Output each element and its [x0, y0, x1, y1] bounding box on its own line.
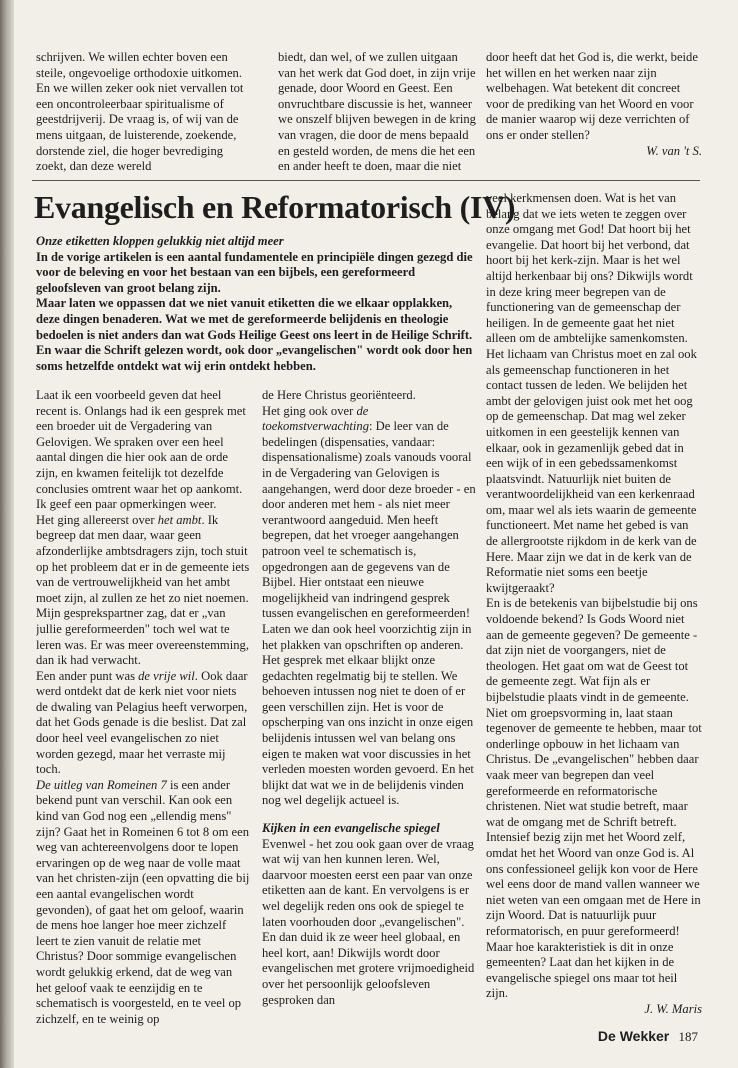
body-paragraph	[36, 513, 250, 607]
body-paragraph	[262, 404, 476, 622]
body-paragraph: En is de betekenis van bijbelstudie bij ons voldoende bekend? Is Gods Woord niet aan de gemeente gegeven? De gemeente - dat zijn niet de voorgangers, niet de theologen. Het gaat om wat de Geest tot de gemeente zegt. Wat fijn als er bijbelstudie plaats vindt in de gemeente. Niet om groepsvorming in, laat staan tegenover de gemeente te hebben, maar tot onderlinge opbouw in het lichaam van Christus. De „evangelischen" hebben daar vaak meer van begrepen dan veel gereformeerde en reformatorische christenen. Niet wat studie betreft, maar wat de omgang met de Schrift betreft. Intensief bezig zijn met het Woord zelf, omdat het het Woord van onze God is. Al ons confessioneel gelijk kon voor de Here wel eens door de mand vallen wanneer we niet weten van een omgaan met de Here in zijn Woord. Dat is natuurlijk puur reformatorisch, en puur gereformeerd! Maar hoe karakteristiek is dit in onze gemeenten? Laat dan het kijken in de evangelische spiegel ons maar tot heil zijn.	[486, 596, 702, 1001]
page-number: 187	[678, 1029, 698, 1044]
text-run: Het ging allereerst over	[36, 512, 158, 527]
top-column-2	[278, 50, 478, 175]
text-run: : De leer van de bedelingen (dispensaties, vandaar: dispensationalisme) zoals vanouds vooral in de Vergadering van Gelovigen is aangehangen, werd door deze broeder - en door anderen met hem - als niet meer verantwoord aangeduid. Men heeft begrepen, dat het vroeger aangehangen patroon veel te schematisch is, opgedrongen aan de gegevens van de Bijbel. Hier ontstaat een nieuwe mogelijkheid van indringend gesprek tussen evangelischen en gereformeerden!	[262, 419, 476, 621]
body-column-3	[486, 191, 702, 1017]
article-intro	[36, 234, 476, 374]
article-title: Evangelisch en Reformatorisch (IV)	[34, 189, 516, 225]
text-run: Een ander punt was	[36, 668, 139, 683]
top-column-1	[36, 50, 250, 175]
body-paragraph: veel kerkmensen doen. Wat is het van belang dat we iets weten te zeggen over onze omgang met God! Dat hoort bij het evangelie. Dat hoort bij het verbond, dat hoort bij het kerk-zijn. Maar is het wel altijd herkenbaar bij ons? Dikwijls wordt in deze kring meer begrepen van de functionering van de gemeenschap der heiligen. In de gemeente gaat het niet alleen om de ambtelijke samenkomsten. Het lichaam van Christus moet en zal ook als gemeenschap functioneren in het contact tussen de leden. We belijden het ambt der gelovigen juist ook met het oog op de gemeenschap. Dat mag wel zeker uitkomen in een geestelijk kennen van elkaar, ook in gezamenlijk gebed dat in een wijk of in een gebedssamenkomst plaatsvindt. Natuurlijk niet buiten de verantwoordelijkheid van een kerkenraad om, maar wel als iets waarin de gemeente functioneert. Met name het gebed is van de allergrootste rijkdom in de kerk van de Here. Maar zijn we dat in de kerk van de Reformatie niet soms een beetje kwijtgeraakt?	[486, 191, 697, 595]
top-column-2-text: biedt, dan wel, of we zullen uitgaan van het werk dat God doet, in zijn vrije genade, door Woord en Geest. Een onvruchtbare discussie is het, wanneer we onszelf blijven bewegen in de kring van vragen, die door de mens bepaald en gesteld worden, de mens die het een en ander heeft te doen, maar die niet	[278, 50, 476, 174]
body-paragraph	[36, 669, 250, 778]
body-column-2	[262, 388, 476, 1008]
emphasis-text: de vrije wil	[138, 668, 195, 683]
body-paragraph: Mijn gesprekspartner zag, dat er „van jullie gereformeerden" toch wel wat te leren was. Er was meer overeenstemming, dan ik had verwacht.	[36, 606, 249, 668]
article-signature: J. W. Maris	[644, 1001, 702, 1016]
body-column-1	[36, 388, 250, 1027]
article-subtitle: Onze etiketten kloppen gelukkig niet altijd meer	[36, 234, 284, 248]
emphasis-text: het ambt	[157, 512, 202, 527]
section-divider	[32, 180, 700, 181]
page-footer	[598, 1028, 698, 1045]
text-run: Het ging ook over	[262, 403, 357, 418]
top-signature: W. van 't S.	[646, 143, 702, 158]
top-column-3-text: door heeft dat het God is, die werkt, beide het willen en het werken naar zijn welbehagen. Wat betekent dit concreet voor de prediking van het Woord en voor de manier waarop wij deze verrichten of ons er onder stellen?	[486, 50, 698, 142]
emphasis-text: De uitleg van Romeinen 7	[36, 777, 167, 792]
body-paragraph: Laat ik een voorbeeld geven dat heel recent is. Onlangs had ik een gesprek met een broeder uit de Vergadering van Gelovigen. We spraken over een heel aantal dingen die hier ook aan de orde zijn, en kwamen feitelijk tot dezelfde conclusies omtrent waar het op aankomt. Ik geef een paar opmerkingen weer.	[36, 388, 246, 512]
top-column-3	[486, 50, 702, 159]
intro-paragraph-1: In de vorige artikelen is een aantal fundamentele en principiële dingen gezegd die voor de beleving en voor het bestaan van een bijbels, een gereformeerd geloofsleven van groot belang zijn.	[36, 249, 473, 295]
body-paragraph: Laten we dan ook heel voorzichtig zijn in het plakken van opschriften op anderen. Het gesprek met elkaar blijkt onze gedachten regelmatig bij te stellen. We behoeven intussen nog niet te doen of er geen verschillen zijn. Het is voor de opscherping van ons inzicht in onze eigen belijdenis intussen wel van belang ons eigen te maken wat voor discussies in het verleden moesten worden gevoerd. En het blijkt dat wat we in de belijdenis vinden nog wel degelijk actueel is.	[262, 621, 474, 808]
body-paragraph: de Here Christus georiënteerd.	[262, 388, 416, 402]
intro-paragraph-2: Maar laten we oppassen dat we niet vanuit etiketten die we elkaar opplakken, deze dingen benaderen. Wat we met de gereformeerde belijdenis en theologie bedoelen is niet anders dan wat Gods Heilige Geest ons leert in de Heilige Schrift. En waar die Schrift gelezen wordt, ook door „evangelischen" wordt ook door hen soms hetzelfde ontdekt wat wij erin ontdekt hebben.	[36, 296, 473, 373]
section-subheading: Kijken in een evangelische spiegel	[262, 821, 440, 836]
magazine-name: De Wekker	[597, 1028, 670, 1044]
text-run: is een ander bekend punt van verschil. Kan ook een kind van God nog een „ellendig mens" zijn? Gaat het in Romeinen 6 tot 8 om een weg van achtereenvolgens door te lopen ervaringen op de weg naar de volle maat van het christen-zijn (een opvatting die bij een aantal evangelischen wordt gevonden), of gaat het om geloof, waarin de mens hoe langer hoe meer zichzelf leert te zien vanuit de relatie met Christus? Door sommige evangelischen wordt gelukkig erkend, dat de weg van het geloof vaak te eenzijdig en te schematisch is voorgesteld, en te veel op zichzelf, en te weinig op	[36, 777, 250, 1026]
top-column-1-text: schrijven. We willen echter boven een steile, ongevoelige orthodoxie uitkomen. En we willen zeker ook niet vervallen tot een oncontroleerbaar spiritualisme of geestdrijverij. De vraag is, of wij van de mens uitgaan, de luisterende, zoekende, dorstende ziel, die hoger bevrediging zoekt, dan deze wereld	[36, 50, 244, 174]
text-run: . Ook daar werd ontdekt dat de kerk niet voor niets de dwaling van Pelagius heeft verworpen, dat het Gods genade is die beslist. Dat zal door heel veel evangelischen zo niet worden gezegd, maar het verraste mij toch.	[36, 668, 248, 777]
text-run: . Ik begreep dat men daar, waar geen afzonderlijke ambtsdragers zijn, toch stuit op het probleem dat er in de gemeente iets van de vertrouwelijkheid van het ambt moet zijn, al zullen ze het zo niet noemen.	[36, 512, 250, 605]
emphasis-text: de toekomstverwachting	[262, 403, 370, 434]
body-paragraph: Evenwel - het zou ook gaan over de vraag wat wij van hen kunnen leren. Wel, daarvoor moesten eerst een paar van onze etiketten aan de kant. En vervolgens is er wel degelijk reden ons ook de spiegel te laten voorhouden door „evangelischen". En dan duid ik ze weer heel globaal, en heel kort, aan! Dikwijls wordt door evangelischen met grotere vrijmoedigheid over het persoonlijk geloofsleven gesproken dan	[262, 836, 475, 1007]
page-spine-shadow	[0, 0, 14, 1068]
body-paragraph	[36, 778, 250, 1028]
